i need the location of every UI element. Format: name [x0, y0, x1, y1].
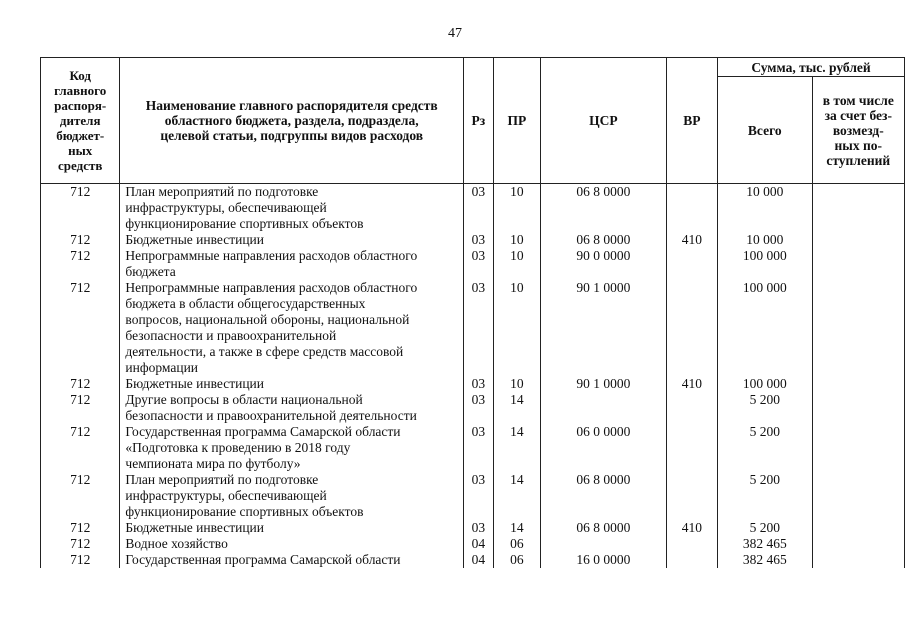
- cell-pr: 10: [493, 280, 540, 376]
- cell-incl: [812, 392, 904, 424]
- cell-name: План мероприятий по подготовке инфраструктуры, обеспечивающей функционирование спортивных объектов: [120, 472, 464, 520]
- cell-incl: [812, 552, 904, 568]
- cell-name: Другие вопросы в области национальной безопасности и правоохранительной деятельности: [120, 392, 464, 424]
- cell-incl: [812, 232, 904, 248]
- budget-table: [40, 57, 905, 568]
- header-name: Наименование главного распорядителя средств областного бюджета, раздела, подраздела, целевой статьи, подгруппы видов расходов: [120, 58, 464, 184]
- cell-csr: 90 0 0000: [541, 248, 667, 280]
- cell-pr: 14: [493, 472, 540, 520]
- page-number: 47: [448, 26, 462, 41]
- cell-rz: 03: [464, 424, 494, 472]
- cell-vr: 410: [666, 376, 717, 392]
- cell-vr: [666, 536, 717, 552]
- cell-code: 712: [41, 424, 120, 472]
- cell-vr: 410: [666, 232, 717, 248]
- cell-incl: [812, 376, 904, 392]
- cell-name: План мероприятий по подготовке инфраструктуры, обеспечивающей функционирование спортивных объектов: [120, 184, 464, 233]
- cell-name: Государственная программа Самарской области «Подготовка к проведению в 2018 году чемпионата мира по футболу»: [120, 424, 464, 472]
- cell-pr: 14: [493, 520, 540, 536]
- cell-csr: 16 0 0000: [541, 552, 667, 568]
- table-body: [41, 184, 905, 569]
- header-vr: ВР: [666, 58, 717, 184]
- cell-total: 10 000: [718, 184, 813, 233]
- table-row: [41, 424, 905, 472]
- cell-csr: 06 8 0000: [541, 232, 667, 248]
- header-total: Всего: [718, 77, 813, 184]
- table-row: [41, 248, 905, 280]
- cell-total: 100 000: [718, 376, 813, 392]
- cell-total: 100 000: [718, 248, 813, 280]
- cell-pr: 14: [493, 392, 540, 424]
- cell-pr: 10: [493, 376, 540, 392]
- cell-code: 712: [41, 184, 120, 233]
- cell-rz: 03: [464, 376, 494, 392]
- cell-incl: [812, 280, 904, 376]
- cell-code: 712: [41, 392, 120, 424]
- table-row: [41, 280, 905, 376]
- cell-code: 712: [41, 472, 120, 520]
- cell-code: 712: [41, 520, 120, 536]
- cell-csr: 90 1 0000: [541, 376, 667, 392]
- cell-csr: 06 8 0000: [541, 184, 667, 233]
- table-row: [41, 552, 905, 568]
- cell-rz: 03: [464, 232, 494, 248]
- cell-csr: [541, 392, 667, 424]
- cell-rz: 03: [464, 184, 494, 233]
- cell-rz: 03: [464, 248, 494, 280]
- cell-rz: 03: [464, 472, 494, 520]
- cell-incl: [812, 424, 904, 472]
- cell-csr: 90 1 0000: [541, 280, 667, 376]
- cell-total: 382 465: [718, 552, 813, 568]
- cell-rz: 03: [464, 280, 494, 376]
- table-row: [41, 536, 905, 552]
- cell-pr: 10: [493, 248, 540, 280]
- cell-vr: 410: [666, 520, 717, 536]
- cell-incl: [812, 520, 904, 536]
- cell-code: 712: [41, 536, 120, 552]
- cell-vr: [666, 424, 717, 472]
- cell-name: Бюджетные инвестиции: [120, 376, 464, 392]
- cell-vr: [666, 248, 717, 280]
- cell-csr: 06 8 0000: [541, 472, 667, 520]
- cell-pr: 10: [493, 184, 540, 233]
- cell-total: 5 200: [718, 520, 813, 536]
- cell-code: 712: [41, 280, 120, 376]
- cell-code: 712: [41, 376, 120, 392]
- cell-total: 5 200: [718, 424, 813, 472]
- cell-csr: [541, 536, 667, 552]
- table-row: [41, 520, 905, 536]
- cell-csr: 06 0 0000: [541, 424, 667, 472]
- cell-vr: [666, 280, 717, 376]
- cell-name: Бюджетные инвестиции: [120, 520, 464, 536]
- cell-incl: [812, 248, 904, 280]
- cell-vr: [666, 392, 717, 424]
- table-row: [41, 392, 905, 424]
- cell-code: 712: [41, 552, 120, 568]
- cell-rz: 04: [464, 536, 494, 552]
- cell-total: 100 000: [718, 280, 813, 376]
- cell-total: 5 200: [718, 392, 813, 424]
- cell-pr: 10: [493, 232, 540, 248]
- table-row: [41, 232, 905, 248]
- header-incl-gratuitous: в том числе за счет без- возмезд- ных по- ступлений: [812, 77, 904, 184]
- header-rz: Рз: [464, 58, 494, 184]
- cell-total: 5 200: [718, 472, 813, 520]
- cell-name: Непрограммные направления расходов областного бюджета: [120, 248, 464, 280]
- cell-code: 712: [41, 232, 120, 248]
- cell-pr: 14: [493, 424, 540, 472]
- cell-csr: 06 8 0000: [541, 520, 667, 536]
- cell-total: 10 000: [718, 232, 813, 248]
- header-csr: ЦСР: [541, 58, 667, 184]
- cell-rz: 04: [464, 552, 494, 568]
- cell-pr: 06: [493, 552, 540, 568]
- cell-incl: [812, 536, 904, 552]
- header-pr: ПР: [493, 58, 540, 184]
- cell-name: Непрограммные направления расходов областного бюджета в области общегосударственных вопросов, национальной обороны, национальной безопасности и правоохранительной деятельности, а также в сфере средств массовой информации: [120, 280, 464, 376]
- cell-vr: [666, 552, 717, 568]
- cell-name: Бюджетные инвестиции: [120, 232, 464, 248]
- header-sum-group: Сумма, тыс. рублей: [718, 58, 905, 77]
- header-code: Код главного распоря- дителя бюджет- ных средств: [41, 58, 120, 184]
- cell-total: 382 465: [718, 536, 813, 552]
- cell-name: Водное хозяйство: [120, 536, 464, 552]
- cell-rz: 03: [464, 520, 494, 536]
- cell-vr: [666, 184, 717, 233]
- table-row: [41, 376, 905, 392]
- table-row: [41, 184, 905, 233]
- cell-rz: 03: [464, 392, 494, 424]
- cell-incl: [812, 472, 904, 520]
- cell-code: 712: [41, 248, 120, 280]
- cell-pr: 06: [493, 536, 540, 552]
- table-row: [41, 472, 905, 520]
- cell-incl: [812, 184, 904, 233]
- cell-name: Государственная программа Самарской области: [120, 552, 464, 568]
- cell-vr: [666, 472, 717, 520]
